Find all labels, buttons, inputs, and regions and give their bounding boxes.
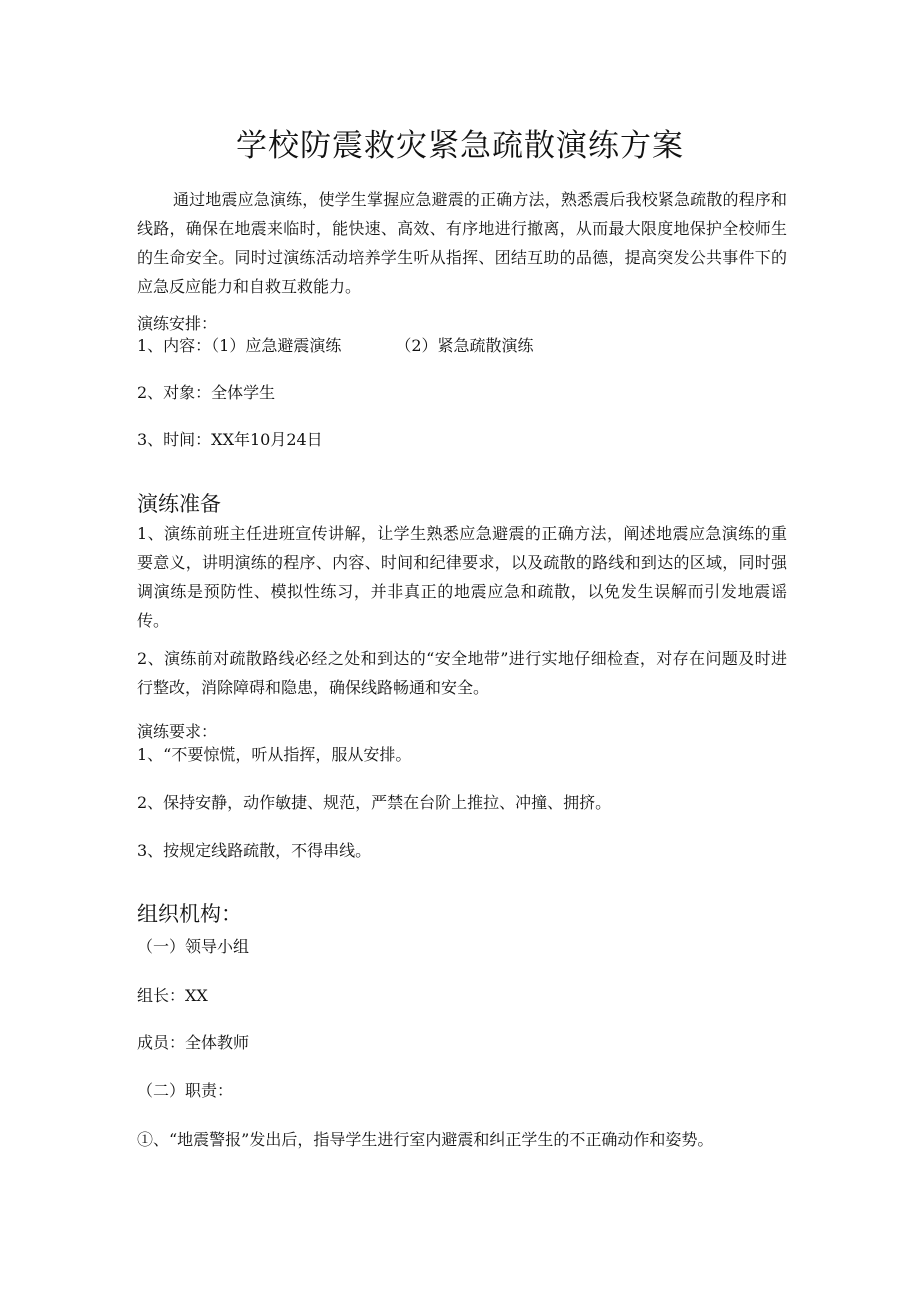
content-item-2: （2）紧急疏散演练: [395, 336, 534, 355]
preparation-item-1: 1、演练前班主任进班宣传讲解，让学生熟悉应急避震的正确方法，阐述地震应急演练的重要意义，讲明演练的程序、内容、时间和纪律要求，以及疏散的路线和到达的区域，同时强调演练是预防性、模拟性练习，并非真正的地震应急和疏散，以免发生误解而引发地震谣传。: [137, 524, 787, 630]
document-title: 学校防震救灾紧急疏散演练方案: [236, 128, 684, 164]
arrangement-time: 3、时间：XX年10月24日: [137, 430, 323, 449]
content-item-1: 1、内容：（1）应急避震演练: [137, 336, 342, 355]
requirements-label: 演练要求：: [137, 722, 218, 741]
organization-group: （一）领导小组: [137, 937, 250, 956]
organization-heading: 组织机构：: [137, 902, 242, 926]
arrangement-content: [137, 331, 787, 360]
requirement-item-1: 1、“不要惊慌，听从指挥，服从安排。: [137, 745, 412, 764]
intro-paragraph: 通过地震应急演练，使学生掌握应急避震的正确方法，熟悉震后我校紧急疏散的程序和线路，确保在地震来临时，能快速、高效、有序地进行撤离，从而最大限度地保护全校师生的生命安全。同时过演练活动培养学生听从指挥、团结互助的品德，提高突发公共事件下的应急反应能力和自救互救能力。: [137, 190, 787, 296]
organization-duties-label: （二）职责：: [137, 1081, 234, 1100]
preparation-heading: 演练准备: [137, 492, 221, 516]
requirement-item-3: 3、按规定线路疏散，不得串线。: [137, 841, 372, 860]
organization-duty-1: ①、“地震警报”发出后，指导学生进行室内避震和纠正学生的不正确动作和姿势。: [137, 1130, 714, 1149]
requirement-item-2: 2、保持安静，动作敏捷、规范，严禁在台阶上推拉、冲撞、拥挤。: [137, 793, 612, 812]
arrangement-label: 演练安排：: [137, 314, 218, 333]
organization-leader: 组长：XX: [137, 986, 208, 1005]
organization-members: 成员：全体教师: [137, 1033, 250, 1052]
arrangement-target: 2、对象：全体学生: [137, 383, 276, 402]
preparation-item-2: 2、演练前对疏散路线必经之处和到达的“安全地带”进行实地仔细检查，对存在问题及时进行整改，消除障碍和隐患，确保线路畅通和安全。: [137, 649, 787, 697]
